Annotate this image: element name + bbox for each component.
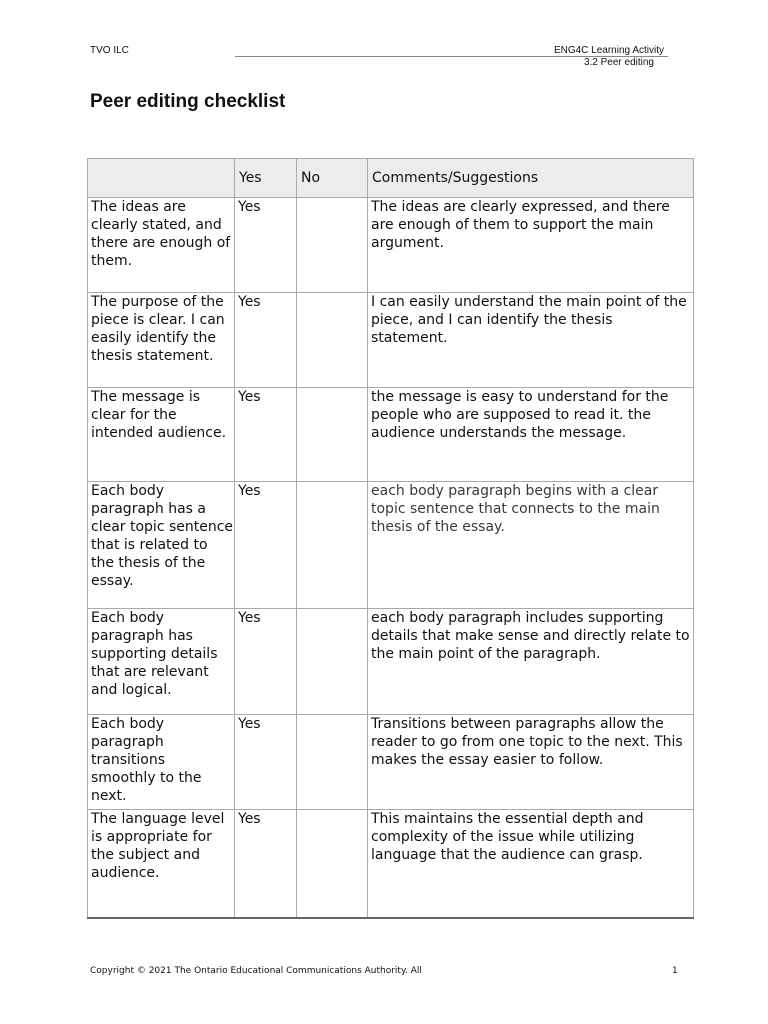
header-activity: 3.2 Peer editing — [583, 57, 654, 68]
table-row — [88, 810, 694, 918]
yes-cell[interactable]: Yes — [235, 609, 297, 715]
yes-cell[interactable]: Yes — [235, 482, 297, 609]
header-course: ENG4C Learning Activity — [553, 45, 664, 56]
table-row — [88, 198, 694, 293]
yes-cell[interactable]: Yes — [235, 388, 297, 482]
table-row — [88, 293, 694, 388]
comment-cell[interactable]: The ideas are clearly expressed, and there are enough of them to support the main argument. — [368, 198, 694, 293]
no-cell[interactable] — [297, 482, 368, 609]
column-header-yes: Yes — [235, 159, 297, 198]
criterion-cell: The language level is appropriate for the subject and audience. — [88, 810, 235, 918]
checklist-table — [87, 158, 694, 919]
column-header-criterion — [88, 159, 235, 198]
no-cell[interactable] — [297, 293, 368, 388]
comment-cell[interactable]: the message is easy to understand for the people who are supposed to read it. the audience understands the message. — [368, 388, 694, 482]
no-cell[interactable] — [297, 388, 368, 482]
table-row — [88, 715, 694, 810]
yes-cell[interactable]: Yes — [235, 293, 297, 388]
footer-copyright: Copyright © 2021 The Ontario Educational Communications Authority. All — [90, 966, 422, 976]
no-cell[interactable] — [297, 609, 368, 715]
table-row — [88, 388, 694, 482]
table-header-row — [88, 159, 694, 198]
yes-cell[interactable]: Yes — [235, 198, 297, 293]
footer-page-number: 1 — [672, 966, 678, 976]
no-cell[interactable] — [297, 198, 368, 293]
criterion-cell: Each body paragraph transitions smoothly to the next. — [88, 715, 235, 810]
header-course-block — [554, 45, 664, 69]
criterion-cell: Each body paragraph has a clear topic sentence that is related to the thesis of the essay. — [88, 482, 235, 609]
comment-cell[interactable]: Transitions between paragraphs allow the reader to go from one topic to the next. This makes the essay easier to follow. — [368, 715, 694, 810]
comment-cell[interactable]: I can easily understand the main point of the piece, and I can identify the thesis statement. — [368, 293, 694, 388]
no-cell[interactable] — [297, 810, 368, 918]
column-header-no: No — [297, 159, 368, 198]
criterion-cell: The message is clear for the intended audience. — [88, 388, 235, 482]
criterion-cell: The purpose of the piece is clear. I can easily identify the thesis statement. — [88, 293, 235, 388]
criterion-cell: The ideas are clearly stated, and there are enough of them. — [88, 198, 235, 293]
column-header-comments: Comments/Suggestions — [368, 159, 694, 198]
comment-cell[interactable]: This maintains the essential depth and complexity of the issue while utilizing language that the audience can grasp. — [368, 810, 694, 918]
table-row — [88, 482, 694, 609]
yes-cell[interactable]: Yes — [235, 810, 297, 918]
header-org: TVO ILC — [90, 45, 129, 56]
comment-cell[interactable]: each body paragraph begins with a clear topic sentence that connects to the main thesis of the essay. — [368, 482, 694, 609]
criterion-cell: Each body paragraph has supporting details that are relevant and logical. — [88, 609, 235, 715]
page-title: Peer editing checklist — [90, 91, 286, 112]
comment-cell[interactable]: each body paragraph includes supporting details that make sense and directly relate to the main point of the paragraph. — [368, 609, 694, 715]
table-row — [88, 609, 694, 715]
no-cell[interactable] — [297, 715, 368, 810]
yes-cell[interactable]: Yes — [235, 715, 297, 810]
